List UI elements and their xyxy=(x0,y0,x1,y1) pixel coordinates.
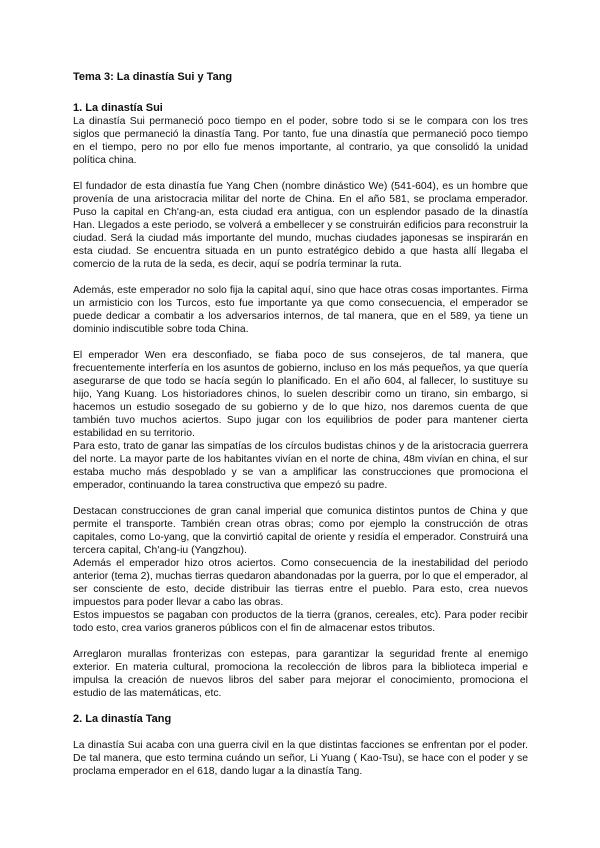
paragraph-gap xyxy=(73,700,528,713)
paragraph: La dinastía Sui acaba con una guerra civil en la que distintas facciones se enfrentan por el poder. De tal manera, que esto termina cuándo un señor, Li Yuang ( Kao-Tsu), se hace con el poder y se proclama emperador en el 618, dando lugar a la dinastía Tang. xyxy=(73,740,528,777)
paragraph: Destacan construcciones de gran canal imperial que comunica distintos puntos de China y que permite el transporte. También crean otras obras; como por ejemplo la construcción de otras capitales, como Lo-yang, que la convirtió capital de oriente y residía el emperador. Construirá una tercera capital, Ch'ang-iu (Yangzhou). xyxy=(73,506,528,556)
paragraph: Arreglaron murallas fronterizas con estepas, para garantizar la seguridad frente al enemigo exterior. En materia cultural, promociona la recolección de libros para la biblioteca imperial e impulsa la creación de nuevos libros del saber para mejorar el conocimiento, promociona el estudio de las matemáticas, etc. xyxy=(73,649,528,699)
paragraph-gap xyxy=(73,336,528,349)
paragraph-gap xyxy=(73,271,528,284)
paragraph-gap xyxy=(73,167,528,180)
document-title: Tema 3: La dinastía Sui y Tang xyxy=(73,71,233,83)
paragraph: El emperador Wen era desconfiado, se fiaba poco de sus consejeros, de tal manera, que frecuentemente interfería en los asuntos de gobierno, incluso en los más pequeños, ya que quería asegurarse de que todo se hacía según lo planificado. En el año 604, al fallecer, lo sustituye su hijo, Yang Kuang. Los historiadores chinos, lo suelen describir como un tirano, sin embargo, si hacemos un estudio sosegado de su gobierno y de lo que hizo, nos daremos cuenta de que también tuvo muchos aciertos. Supo jugar con los equilibrios de poder para mantener cierta estabilidad en su territorio. xyxy=(73,350,528,439)
paragraph: Para esto, trato de ganar las simpatías de los círculos budistas chinos y de la aristocracia guerrera del norte. La mayor parte de los habitantes vivían en el norte de china, 48m vivían en china, el sur estaba mucho más despoblado y se van a amplificar las construcciones que promociona el emperador, continuando la tarea constructiva que empezó su padre. xyxy=(73,441,528,491)
paragraph: La dinastía Sui permaneció poco tiempo en el poder, sobre todo si se le compara con los tres siglos que permaneció la dinastía Tang. Por tanto, fue una dinastía que permaneció poco tiempo en el tiempo, pero no por ello fue menos importante, al contrario, ya que consolidó la unidad política china. xyxy=(73,116,528,166)
section-heading-tang: 2. La dinastía Tang xyxy=(73,713,172,725)
paragraph-gap xyxy=(73,492,528,505)
paragraph: El fundador de esta dinastía fue Yang Chen (nombre dinástico We) (541-604), es un hombre que provenía de una aristocracia militar del norte de China. En el año 581, se proclama emperador. Puso la capital en Ch'ang-an, esta ciudad era antigua, con un esplendor pasado de la dinastía Han. Llegados a este periodo, se volverá a embellecer y se construirán edificios para reconstruir la ciudad. Será la ciudad más importante del mundo, muchas ciudades japonesas se inspirarán en esta ciudad. Se encuentra situada en un punto estratégico debido a que hasta allí llegaba el comercio de la ruta de la seda, es decir, aquí se podría terminar la ruta. xyxy=(73,181,528,270)
section-heading-sui: 1. La dinastía Sui xyxy=(73,102,163,114)
paragraph: Además el emperador hizo otros aciertos. Como consecuencia de la inestabilidad del periodo anterior (tema 2), muchas tierras quedaron abandonadas por la guerra, por lo que el emperador, al ser consciente de esto, decide distribuir las tierras entre el pueblo. Para esto, crea nuevos impuestos para poder llevar a cabo las obras. xyxy=(73,558,528,608)
paragraph: Además, este emperador no solo fija la capital aquí, sino que hace otras cosas importantes. Firma un armisticio con los Turcos, esto fue importante ya que como consecuencia, el emperador se puede dedicar a combatir a los adversarios internos, de tal manera, que en el 589, ya tiene un dominio indiscutible sobre toda China. xyxy=(73,285,528,335)
paragraph-gap xyxy=(73,726,528,739)
paragraph-gap xyxy=(73,635,528,648)
paragraph: Estos impuestos se pagaban con productos de la tierra (granos, cereales, etc). Para poder recibir todo esto, crea varios graneros públicos con el fin de almacenar estos tributos. xyxy=(73,610,528,634)
